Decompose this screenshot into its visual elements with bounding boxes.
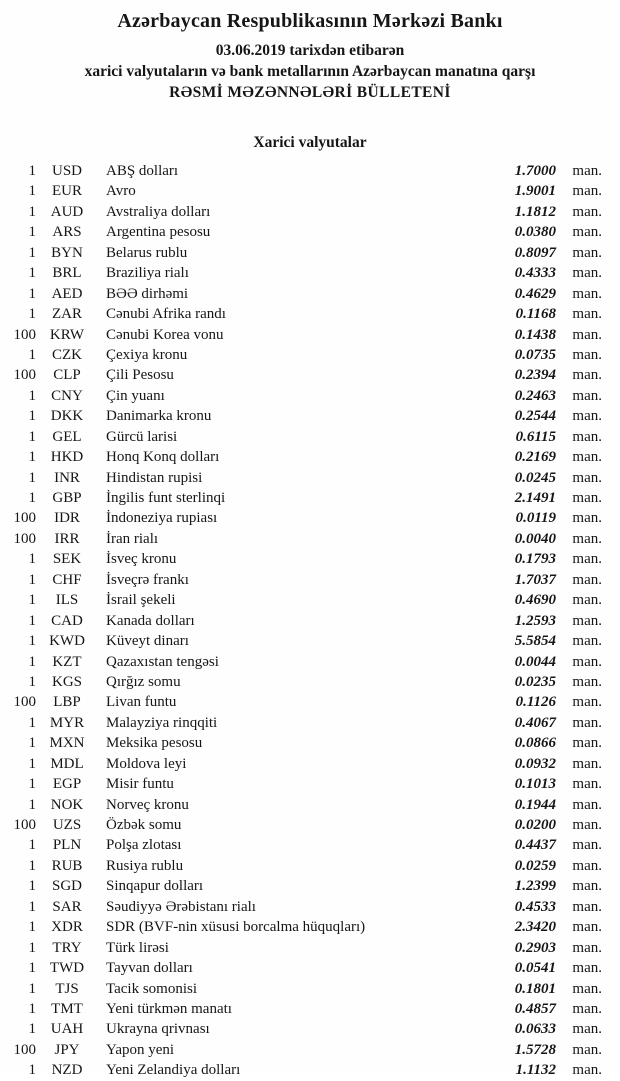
code-cell: NOK	[50, 796, 84, 813]
currency-name-cell: Türk lirəsi	[106, 939, 169, 956]
unit-cell: man.	[572, 796, 602, 813]
unit-cell: man.	[572, 919, 602, 936]
unit-cell: man.	[572, 837, 602, 854]
rate-cell: 1.9001	[514, 183, 556, 200]
rate-cell: 0.2903	[514, 939, 556, 956]
qty-cell: 1	[28, 857, 36, 874]
unit-cell: man.	[572, 428, 602, 445]
code-cell: NZD	[51, 1062, 83, 1079]
rate-cell: 0.1944	[514, 796, 556, 813]
code-cell: IDR	[54, 510, 80, 527]
unit-cell: man.	[572, 776, 602, 793]
unit-cell: man.	[572, 694, 602, 711]
code-cell: AED	[51, 285, 83, 302]
currency-name-cell: Hindistan rupisi	[106, 469, 203, 486]
qty-cell: 100	[13, 1041, 36, 1058]
currency-name-cell: İngilis funt sterlinqi	[106, 490, 226, 506]
qty-cell: 1	[28, 653, 36, 670]
rate-cell: 1.2593	[514, 612, 556, 629]
unit-cell: man.	[572, 224, 602, 241]
qty-cell: 1	[28, 878, 36, 895]
currency-name-cell: İndoneziya rupiası	[106, 510, 218, 527]
table-row	[4, 611, 602, 631]
qty-cell: 1	[28, 755, 36, 772]
code-cell: SAR	[52, 898, 82, 915]
code-cell: USD	[51, 163, 82, 179]
table-row	[4, 447, 602, 467]
currency-name-cell: Danimarka kronu	[106, 408, 212, 425]
qty-cell: 1	[28, 980, 36, 997]
currency-name-cell: Norveç kronu	[106, 796, 189, 813]
currency-name-cell: Gürcü larisi	[106, 428, 178, 445]
unit-cell: man.	[572, 980, 602, 997]
table-row	[4, 590, 602, 610]
currency-name-cell: Belarus rublu	[106, 244, 188, 261]
table-row	[4, 488, 602, 508]
qty-cell: 1	[28, 837, 36, 854]
currency-name-cell: Avstraliya dolları	[106, 203, 211, 220]
unit-cell: man.	[572, 1062, 602, 1079]
rate-cell: 1.7000	[514, 163, 556, 179]
rate-cell: 0.4690	[514, 592, 556, 609]
table-row	[4, 938, 602, 958]
rate-cell: 0.4629	[514, 285, 556, 302]
qty-cell: 1	[28, 428, 36, 445]
rate-cell: 0.8097	[514, 244, 556, 261]
currency-name-cell: Moldova leyi	[106, 755, 187, 772]
code-cell: TJS	[55, 980, 79, 997]
rate-cell: 0.4533	[514, 898, 556, 915]
rate-cell: 0.0735	[514, 346, 556, 363]
rate-cell: 0.0235	[514, 673, 556, 690]
table-row	[4, 508, 602, 528]
unit-cell: man.	[572, 898, 602, 915]
unit-cell: man.	[572, 817, 602, 833]
unit-cell: man.	[572, 449, 602, 466]
unit-cell: man.	[572, 857, 602, 874]
rate-cell: 0.0044	[514, 653, 556, 670]
unit-cell: man.	[572, 203, 602, 220]
currency-name-cell: BƏƏ dirhəmi	[106, 285, 189, 302]
table-row	[4, 999, 602, 1019]
table-row	[4, 631, 602, 651]
table-row	[4, 897, 602, 917]
rate-cell: 1.1812	[514, 203, 556, 220]
qty-cell: 1	[28, 673, 36, 690]
code-cell: KRW	[49, 326, 85, 343]
unit-cell: man.	[572, 387, 602, 404]
code-cell: RUB	[51, 857, 83, 874]
rate-cell: 0.0200	[514, 817, 556, 833]
effective-date-line: 03.06.2019 tarixdən etibarən	[215, 42, 405, 59]
qty-cell: 1	[28, 919, 36, 936]
rate-cell: 0.1793	[514, 551, 556, 568]
table-row	[4, 774, 602, 794]
qty-cell: 100	[13, 326, 36, 343]
code-cell: MYR	[49, 714, 85, 731]
code-cell: MXN	[49, 735, 85, 752]
table-row	[4, 1060, 602, 1080]
rate-cell: 0.2394	[514, 367, 556, 384]
rate-cell: 0.0932	[514, 755, 556, 772]
qty-cell: 1	[28, 796, 36, 813]
table-row	[4, 263, 602, 283]
code-cell: CHF	[52, 571, 82, 588]
qty-cell: 1	[28, 408, 36, 425]
rate-cell: 0.0245	[514, 469, 556, 486]
currency-name-cell: Braziliya rialı	[106, 265, 189, 282]
unit-cell: man.	[572, 878, 602, 895]
currency-name-cell: Rusiya rublu	[106, 857, 184, 874]
rate-cell: 0.0866	[514, 735, 556, 752]
table-row	[4, 284, 602, 304]
qty-cell: 1	[28, 571, 36, 588]
unit-cell: man.	[572, 367, 602, 384]
table-row	[4, 815, 602, 835]
currency-name-cell: Çexiya kronu	[106, 346, 188, 363]
unit-cell: man.	[572, 551, 602, 568]
rates-table-body	[0, 161, 620, 1081]
table-row	[4, 406, 602, 426]
unit-cell: man.	[572, 244, 602, 261]
table-row	[4, 570, 602, 590]
unit-cell: man.	[572, 306, 602, 323]
table-row	[4, 835, 602, 855]
unit-cell: man.	[572, 653, 602, 670]
table-row	[4, 243, 602, 263]
currency-name-cell: Yapon yeni	[106, 1041, 175, 1058]
rate-cell: 0.4067	[514, 714, 556, 731]
currency-name-cell: İsrail şekeli	[106, 592, 176, 609]
currency-name-cell: Cənubi Afrika randı	[106, 306, 226, 323]
code-cell: EUR	[52, 183, 82, 200]
code-cell: TRY	[52, 939, 82, 956]
qty-cell: 1	[28, 592, 36, 609]
code-cell: EGP	[52, 776, 82, 793]
code-cell: CAD	[51, 612, 83, 629]
currency-name-cell: SDR (BVF-nin xüsusi borcalma hüquqları)	[106, 919, 366, 936]
code-cell: LBP	[53, 694, 81, 711]
qty-cell: 1	[28, 714, 36, 731]
bank-title: Azərbaycan Respublikasının Mərkəzi Bankı	[117, 10, 503, 32]
code-cell: TWD	[49, 960, 85, 977]
bulletin-title: RƏSMİ MƏZƏNNƏLƏRİ BÜLLETENİ	[169, 84, 451, 101]
code-cell: GEL	[52, 428, 82, 445]
rate-cell: 0.6115	[515, 428, 556, 445]
code-cell: ILS	[55, 592, 79, 609]
currency-name-cell: İsveçrə frankı	[106, 571, 189, 588]
qty-cell: 1	[28, 469, 36, 486]
qty-cell: 100	[13, 817, 36, 833]
code-cell: KZT	[52, 653, 82, 670]
qty-cell: 1	[28, 1062, 36, 1079]
rate-cell: 1.5728	[514, 1041, 556, 1058]
rate-cell: 1.1132	[515, 1062, 556, 1079]
rate-cell: 1.7037	[514, 571, 556, 588]
table-row	[4, 161, 602, 181]
table-row	[4, 202, 602, 222]
currency-name-cell: Avro	[106, 183, 136, 200]
rate-cell: 0.2463	[514, 387, 556, 404]
table-row	[4, 1040, 602, 1060]
rate-cell: 0.4333	[514, 265, 556, 282]
unit-cell: man.	[572, 1000, 602, 1017]
qty-cell: 1	[28, 203, 36, 220]
unit-cell: man.	[572, 612, 602, 629]
table-row	[4, 733, 602, 753]
currency-name-cell: Cənubi Korea vonu	[106, 326, 224, 343]
code-cell: ZAR	[52, 306, 82, 323]
section-title-foreign-currencies: Xarici valyutalar	[253, 134, 367, 151]
currency-name-cell: ABŞ dolları	[106, 163, 179, 179]
code-cell: UAH	[50, 1021, 84, 1038]
table-row	[4, 795, 602, 815]
qty-cell: 1	[28, 960, 36, 977]
unit-cell: man.	[572, 408, 602, 425]
code-cell: INR	[54, 469, 80, 486]
currency-name-cell: Səudiyyə Ərəbistanı rialı	[106, 898, 256, 915]
currency-name-cell: Çin yuanı	[106, 387, 165, 404]
qty-cell: 1	[28, 633, 36, 650]
currency-name-cell: Sinqapur dolları	[106, 878, 204, 895]
table-row	[4, 692, 602, 712]
unit-cell: man.	[572, 285, 602, 302]
code-cell: CNY	[51, 387, 83, 404]
qty-cell: 1	[28, 612, 36, 629]
rate-cell: 0.2544	[514, 408, 556, 425]
table-row	[4, 979, 602, 999]
code-cell: PLN	[52, 837, 82, 854]
rate-cell: 0.4857	[514, 1000, 556, 1017]
qty-cell: 1	[28, 551, 36, 568]
table-row	[4, 1019, 602, 1039]
table-row	[4, 325, 602, 345]
table-row	[4, 181, 602, 201]
unit-cell: man.	[572, 469, 602, 486]
qty-cell: 1	[28, 346, 36, 363]
currency-name-cell: Argentina pesosu	[106, 224, 211, 241]
unit-cell: man.	[572, 326, 602, 343]
currency-name-cell: İsveç kronu	[106, 551, 177, 568]
unit-cell: man.	[572, 490, 602, 506]
rate-cell: 0.1013	[514, 776, 556, 793]
rate-cell: 0.1168	[515, 306, 556, 323]
rate-cell: 0.4437	[514, 837, 556, 854]
unit-cell: man.	[572, 183, 602, 200]
table-row	[4, 549, 602, 569]
qty-cell: 1	[28, 224, 36, 241]
unit-cell: man.	[572, 592, 602, 609]
currency-name-cell: Polşa zlotası	[106, 837, 182, 854]
unit-cell: man.	[572, 735, 602, 752]
qty-cell: 1	[28, 265, 36, 282]
code-cell: HKD	[50, 449, 84, 466]
unit-cell: man.	[572, 673, 602, 690]
code-cell: JPY	[54, 1041, 80, 1058]
rate-cell: 0.0259	[514, 857, 556, 874]
table-row	[4, 652, 602, 672]
table-row	[4, 529, 602, 549]
table-row	[4, 917, 602, 937]
code-cell: KGS	[51, 673, 82, 690]
table-row	[4, 427, 602, 447]
unit-cell: man.	[572, 755, 602, 772]
currency-name-cell: Tacik somonisi	[106, 980, 198, 997]
code-cell: TMT	[51, 1000, 83, 1017]
rate-cell: 0.0380	[514, 224, 556, 241]
unit-cell: man.	[572, 714, 602, 731]
qty-cell: 1	[28, 776, 36, 793]
currency-name-cell: Kanada dolları	[106, 612, 195, 629]
code-cell: CZK	[52, 346, 82, 363]
rate-cell: 0.1438	[514, 326, 556, 343]
qty-cell: 1	[28, 306, 36, 323]
qty-cell: 100	[13, 510, 36, 527]
qty-cell: 100	[13, 367, 36, 384]
code-cell: IRR	[54, 530, 80, 547]
bulletin-subtitle: xarici valyutaların və bank metallarının Azərbaycan manatına qarşı	[84, 63, 536, 80]
unit-cell: man.	[572, 530, 602, 547]
rate-cell: 0.0541	[514, 960, 556, 977]
qty-cell: 1	[28, 735, 36, 752]
qty-cell: 1	[28, 163, 36, 179]
table-row	[4, 386, 602, 406]
qty-cell: 1	[28, 183, 36, 200]
rate-cell: 0.0633	[514, 1021, 556, 1038]
unit-cell: man.	[572, 939, 602, 956]
code-cell: GBP	[52, 490, 82, 506]
currency-name-cell: Meksika pesosu	[106, 735, 203, 752]
qty-cell: 100	[13, 694, 36, 711]
table-row	[4, 856, 602, 876]
rate-cell: 0.1801	[514, 980, 556, 997]
currency-name-cell: Misir funtu	[106, 776, 174, 793]
table-row	[4, 222, 602, 242]
unit-cell: man.	[572, 510, 602, 527]
currency-name-cell: Tayvan dolları	[106, 960, 193, 977]
unit-cell: man.	[572, 571, 602, 588]
rate-cell: 5.5854	[514, 633, 556, 650]
currency-name-cell: Qazaxıstan tengəsi	[106, 653, 219, 670]
qty-cell: 1	[28, 490, 36, 506]
code-cell: BYN	[51, 244, 83, 261]
code-cell: KWD	[49, 633, 85, 650]
unit-cell: man.	[572, 163, 602, 179]
code-cell: MDL	[50, 755, 84, 772]
currency-name-cell: Malayziya rinqqiti	[106, 714, 218, 731]
code-cell: AUD	[50, 203, 84, 220]
currency-name-cell: Küveyt dinarı	[106, 633, 189, 650]
qty-cell: 100	[13, 530, 36, 547]
table-row	[4, 345, 602, 365]
rate-cell: 0.0040	[514, 530, 556, 547]
qty-cell: 1	[28, 285, 36, 302]
rate-cell: 2.1491	[514, 490, 556, 506]
rate-cell: 2.3420	[514, 919, 556, 936]
unit-cell: man.	[572, 960, 602, 977]
qty-cell: 1	[28, 1021, 36, 1038]
table-row	[4, 876, 602, 896]
code-cell: XDR	[51, 919, 83, 936]
code-cell: DKK	[50, 408, 84, 425]
table-row	[4, 468, 602, 488]
currency-name-cell: Yeni Zelandiya dolları	[106, 1062, 241, 1079]
unit-cell: man.	[572, 1041, 602, 1058]
rate-cell: 1.2399	[514, 878, 556, 895]
code-cell: SGD	[51, 878, 82, 895]
currency-name-cell: Ukrayna qrivnası	[106, 1021, 210, 1038]
currency-name-cell: Livan funtu	[106, 694, 177, 711]
code-cell: BRL	[52, 265, 82, 282]
unit-cell: man.	[572, 265, 602, 282]
table-row	[4, 754, 602, 774]
table-row	[4, 672, 602, 692]
qty-cell: 1	[28, 449, 36, 466]
qty-cell: 1	[28, 939, 36, 956]
currency-name-cell: Çili Pesosu	[106, 367, 174, 384]
rate-cell: 0.1126	[515, 694, 556, 711]
currency-name-cell: Honq Konq dolları	[106, 449, 220, 466]
code-cell: ARS	[52, 224, 82, 241]
table-row	[4, 713, 602, 733]
unit-cell: man.	[572, 633, 602, 650]
rate-cell: 0.0119	[515, 510, 556, 527]
unit-cell: man.	[572, 1021, 602, 1038]
rate-cell: 0.2169	[514, 449, 556, 466]
currency-name-cell: İran rialı	[106, 530, 159, 547]
qty-cell: 1	[28, 898, 36, 915]
table-row	[4, 304, 602, 324]
currency-name-cell: Özbək somu	[106, 817, 182, 833]
currency-name-cell: Yeni türkmən manatı	[106, 1000, 232, 1017]
table-row	[4, 365, 602, 385]
table-row	[4, 958, 602, 978]
code-cell: CLP	[53, 367, 81, 384]
currency-name-cell: Qırğız somu	[106, 673, 181, 690]
qty-cell: 1	[28, 1000, 36, 1017]
code-cell: SEK	[52, 551, 82, 568]
code-cell: UZS	[52, 817, 82, 833]
unit-cell: man.	[572, 346, 602, 363]
qty-cell: 1	[28, 387, 36, 404]
qty-cell: 1	[28, 244, 36, 261]
